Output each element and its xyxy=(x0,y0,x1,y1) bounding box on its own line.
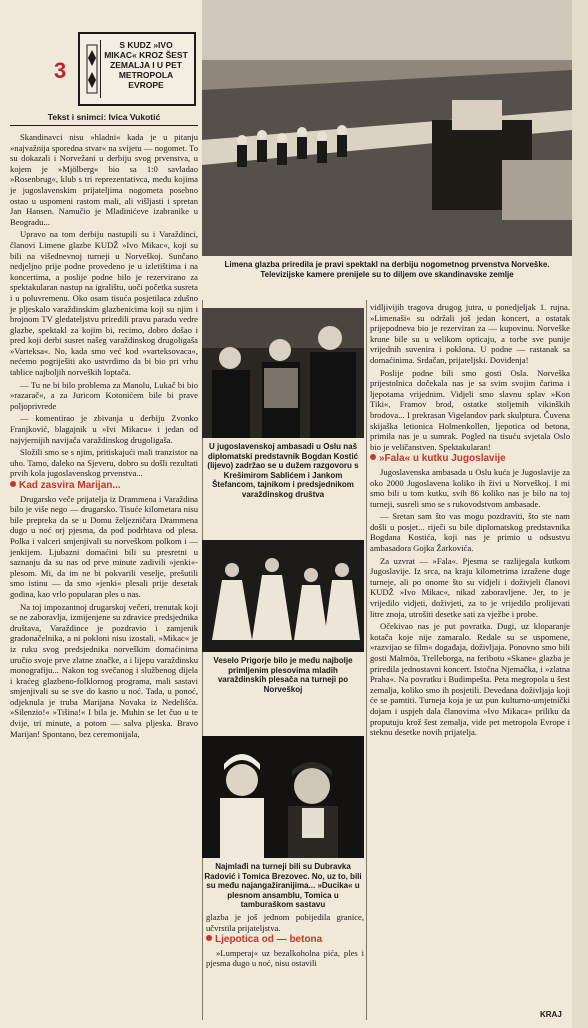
column-left xyxy=(10,132,198,741)
photo-caption: U jugoslavenskoj ambasadi u Oslu naš diplomatski predstavnik Bogdan Kostić (lijevo) zadržao se u dužem razgovoru s Krešimirom Sablićem i Jankom Štefancom, tajnikom i predsjednikom varaždinskog društva xyxy=(207,442,359,499)
paragraph: Poslije podne bili smo gosti Osla. Norveška prijestolnica dočekala nas je sa svim svojim čarima i ljepotama vrijednim. Vidjeli smo slavnu splav »Kon Tiki«, Framov brod, ostatke stoljetnih vikinških brodova... I prekrasan Vigelandov park skulptura. Čuvena skijaška letionica Holmenkollen, ljepotica od betona, primila nas je u sumrak. Pogled na tisuću svjetala Oslo bio je veličanstven. Spektakularan! xyxy=(370,367,570,452)
subheading: »Fala« u kutku Jugoslavije xyxy=(370,454,570,465)
paragraph: »Lumperaj« uz bezalkoholna pića, ples i pjesma dugo u noć, nisu ostavili xyxy=(206,947,364,969)
photo-children xyxy=(202,736,364,858)
paragraph: Za uzvrat — »Fala«. Pjesma se razlijegala kutkom Jugoslavije. Iz srca, na kraju kilometrima izražene duge turneje, ali po onome što su vidjeli i doživjeli članovi KUDŽ »Ivo Mikac«, nikad zaboravljene. Jer, to je vrijedilo vidjeti, doživjeti, za to je vrijedilo prolijevati litre znoja, utrošiti desetke sati za vježbe i probe. xyxy=(370,555,570,619)
folklore-logo-icon xyxy=(84,40,101,98)
photo-stadium-band xyxy=(202,0,572,256)
byline: Tekst i snimci: Ivica Vukotić xyxy=(10,112,198,126)
bullet-icon xyxy=(10,481,16,487)
photo-embassy xyxy=(202,308,364,438)
paragraph: Jugoslavenska ambasada u Oslu kuća je Jugoslavije za oko 2000 Jugoslavena koliko ih živi u Norveškoj. I mi smo bili u tom kutku, svih 86 koliko nas je bilo na toj turneji, susreli smo se s rukovodstvom ambasade. xyxy=(370,466,570,509)
bullet-icon xyxy=(370,454,376,460)
page-number: 3 xyxy=(54,58,67,83)
column-middle xyxy=(206,912,364,971)
subheading: Kad zasvira Marijan... xyxy=(10,481,198,492)
subheading: Ljepotica od — betona xyxy=(206,935,364,946)
photo-caption: Najmlađi na turneji bili su Dubravka Radović i Tomica Brezovec. No, uz to, bili su među najangažiranijima... »Ducika« u plesnom ansamblu, Tomica u tamburaškom sastavu xyxy=(204,862,362,910)
paragraph: Očekivao nas je put povratka. Dugi, uz kloparanje kotača koje nije zamaralo. Redale su se uspomene, »razvijao se film« događaja, doživljaja. Ponovno smo bili gosti Malmöa, Trelleborga, na feribotu »Skane« glazba je priredila jednostavni koncert. Istočna Njemačka, i »zlatna Praha«. Na povratku i Budimpešta. Peta megropola u šest zemalja, koliko smo ih posjetili. Devedana doživljaja koji će se pamtiti. Turneja koja je uz pun kulturno-umjetnički dojam i uspjeh dala članovima »Ivo Mikaca« priliku da proputuju krož šest zemalja, vide pet metropola Evrope i steknu desetke novih prijateljа. xyxy=(370,621,570,738)
paragraph: — Tu ne bi bilo problema za Manolu, Lukač bi bio »razarač«, a za Juricom Kotonićem bile bi prave poljoprivrede xyxy=(10,379,198,411)
paragraph: Upravo na tom derbiju nastupili su i Varaždinci, članovi Limene glazbe KUDŽ »Ivo Mikac«, koji su bili na višednevnoj turneji u Norveškoj. Sunčano nedjeljno prije podne provedeno je u izletištima i na koncertima, a poslije podne bilo je rezervirano za spektakularan nastup na igralištu, uoči početka susreta i u poluvremenu. Oko osam tisuća posjetilaca zdušno je pljeskalo varaždinskim glazbenicima koji su njim i brojnom TV gledateljstvu priredili pravu paradu vedre glazbe, spektakl za kojim bi, recimo, dobro došao i pred koji derbi susret našeg varaždinskog drugoligaša »Varteksa«. No, kada smo već kod »varteksovaca«, nećemo pogriješiti ako ustvrdimo da bi bio pri vrhu tablice najboljih norveških loptača. xyxy=(10,229,198,378)
photo-caption: Limena glazba priredila je pravi spektakl na derbiju nogometnog prvenstva Norveške. Televizijske kamere prenijele su to diljem ove skandinavske zemlje xyxy=(224,260,550,279)
end-mark: KRAJ xyxy=(540,1010,562,1019)
photo-dancers xyxy=(202,540,364,652)
bullet-icon xyxy=(206,935,212,941)
page-edge xyxy=(572,0,588,1028)
paragraph: vidljivijih tragova drugog jutra, u ponedjeljak 1. rujna. »Limenaši« su održali još jedan koncert, a ostatak prijepodneva bio je rezerviran za — kupovinu. Norveške krune bile su u velikom opticaju, a torbe sve punije vrijednih suvenira i poklona. U podne — rastanak sa domaćinima. Srdačan, prijateljski. Doviđenja! xyxy=(370,302,570,365)
column-rule xyxy=(366,300,367,1020)
paragraph: Drugarsko veče prijatelja iz Drammena i Varaždina bilo je više nego — drugarsko. Tisuće kilometara nisu bile prepreka da se u Domu željezničara Drammena dugo u noć orj pjesma, da pod podrhtava od plesa. Polka i valceri smjenjivali su norveškom polkom i — jenkijem. Ljubazni domaćini bili su presretni u saznanju da su nas od prve minute zadivili »jenki«-plesom. Mi, da im ne bi pokvarili veselje, prešutili smo istinu — da smo »jenki« plesali prije desetak godina, kao vrlo popularan ples u nas. xyxy=(10,493,198,599)
paragraph: glazba je još jednom pobijedila granice, učvrstila prijateljstva. xyxy=(206,912,364,933)
paragraph: — Sretan sam što vas mogu pozdraviti, što ste nam došli u posjet... riječi su bile diplomatskog predstavnika Bogdana Kostića, koji nas je primio u odsustvu ambasadora Gojka Žarkovića. xyxy=(370,511,570,554)
paragraph: Skandinavci nisu »hladni« kada je u pitanju »najvažnija sporedna stvar« na svijetu — nogomet. To su dokazali i Norvežani u derbiju svog prvenstva, u kojem je »Mjölberg« bio sa 1:0 savladao »Rosenbrug«, klub s tri reprezentativca, među kojima je jugoslavenskim prijateljima nogometa posebno ostao u uspomeni rastom mali, ali višljasti i spretan Jan Hansen. Namučio je Mladinićeve izabranike u Beogradu... xyxy=(10,132,198,227)
photo-caption: Veselo Prigorje bilo je među najbolje primljenim plesovima mladih varaždinskih plesača na turneji po Norveškoj xyxy=(213,656,353,694)
column-right xyxy=(370,302,570,740)
article-title: S KUDZ »IVO MIKAC« KROZ ŠEST ZEMALJA I U PET METROPOLA EVROPE xyxy=(104,40,188,90)
paragraph: Složili smo se s njim, pritiskajući mali tranzistor na uho. Tamo, daleko na Sjeveru, dobro su došli rezultati prvih kola jugoslavenskog prvenstva... xyxy=(10,447,198,479)
article-header-box xyxy=(78,32,196,106)
paragraph: — komentirao je zbivanja u derbiju Zvonko Franjković, blagajnik u »Ivi Mikacu« i jedan od najvjernijih navijača varaždinskog drugoligaša. xyxy=(10,413,198,445)
paragraph: Na toj impozantnoj drugarskoj večeri, trenutak koji se ne zaboravlja, izmijenjene su zdravice predsjednika društava, Varaždince je pozdravio i zamjenik gradonačelnika, a ni pokloni nisu izostali. »Mikac« je iz ruku svog predsjednika norveškim domaćinima uručio svoje prve zlatne značke, a i lijepu varaždinsku monografiju... Nakon tog svečanog i službenog dijela i kraćeg glazbeno-folklornog programa, mali sastavi smjenjivali su se sve do kasno u noć. Tada, u ponoć, odjeknula je truba Marijana Novaka iz Nedelišća. »Silenzio!« »Tišina!« I bila je. Muhin se let čuo u te dvije, tri minute, a potom — salva pljeska. Bravo Marijan! Spontano, bez ceremonijala, xyxy=(10,601,198,739)
